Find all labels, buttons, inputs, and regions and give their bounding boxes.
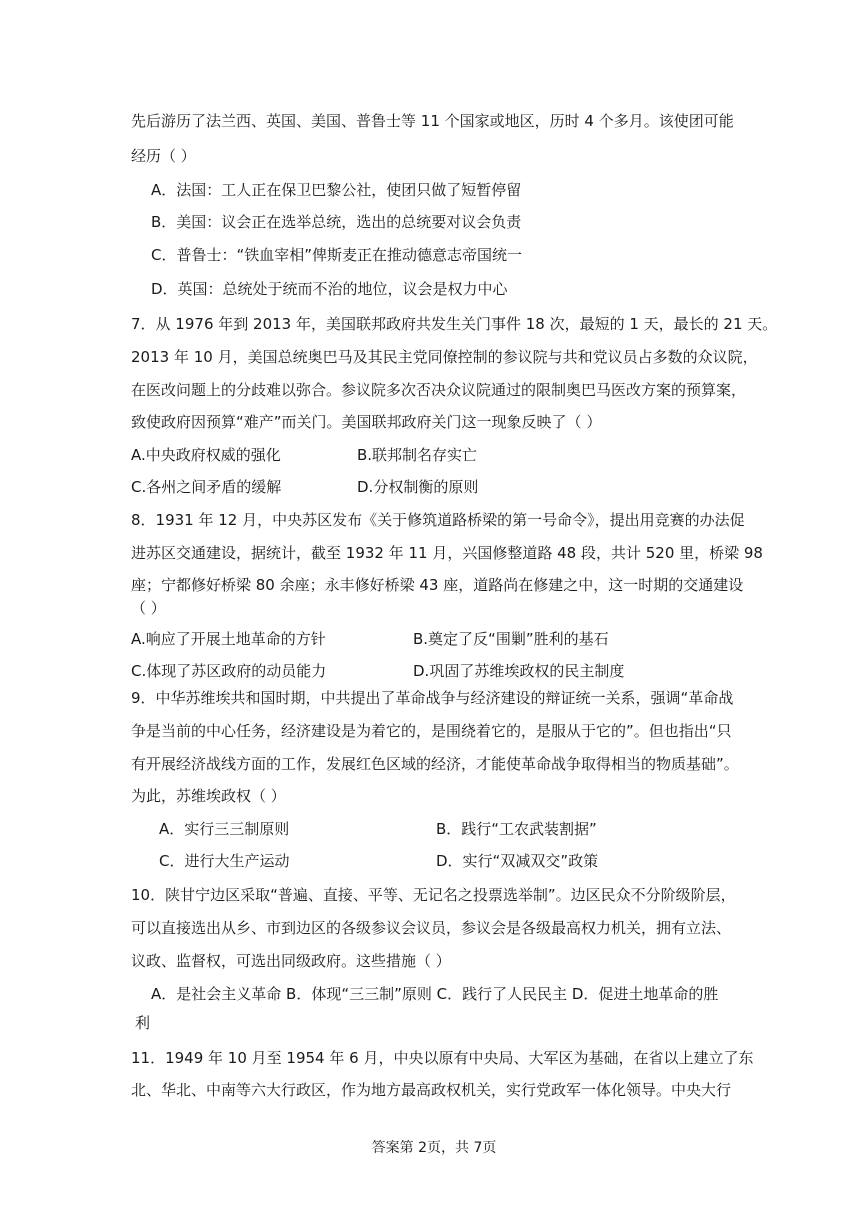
- q8-stem-line-4: （ ）: [131, 599, 166, 617]
- q9-stem-line-2: 争是当前的中心任务，经济建设是为着它的，是围绕着它的，是服从于它的”。但也指出“只: [131, 722, 732, 740]
- q9-option-a: A．实行三三制原则: [159, 820, 290, 838]
- q8-stem-line-2: 进苏区交通建设，据统计，截至 1932 年 11 月，兴国修整道路 48 段，共计 520 里，桥梁 98: [131, 544, 763, 562]
- q8-option-b: B.奠定了反“围剿”胜利的基石: [413, 630, 609, 648]
- q7-stem-line-2: 2013 年 10 月，美国总统奥巴马及其民主党同僚控制的参议院与共和党议员占多数的众议院，: [131, 348, 758, 366]
- q6-option-c: C．普鲁士：“铁血宰相”俾斯麦正在推动德意志帝国统一: [151, 246, 523, 264]
- q10-stem-line-2: 可以直接选出从乡、市到边区的各级参议会议员，参议会是各级最高权力机关，拥有立法、: [131, 919, 732, 937]
- q6-option-d: D．英国：总统处于统而不治的地位，议会是权力中心: [151, 280, 508, 298]
- q7-option-b: B.联邦制名存实亡: [357, 446, 478, 464]
- q7-option-c: C.各州之间矛盾的缓解: [131, 478, 282, 496]
- q6-option-a: A．法国：工人正在保卫巴黎公社，使团只做了短暂停留: [151, 181, 522, 199]
- q9-stem-line-1: 9．中华苏维埃共和国时期，中共提出了革命战争与经济建设的辩证统一关系，强调“革命战: [131, 689, 734, 707]
- q9-option-c: C．进行大生产运动: [159, 852, 290, 870]
- q9-option-d: D．实行“双减双交”政策: [436, 852, 599, 870]
- q8-stem-line-1: 8．1931 年 12 月，中央苏区发布《关于修筑道路桥梁的第一号命令》，提出用竞赛的办法促: [131, 511, 745, 529]
- q6-stem-line-2: 经历（ ）: [131, 147, 196, 165]
- q9-option-b: B．践行“工农武装割据”: [436, 820, 597, 838]
- q6-stem-line-1: 先后游历了法兰西、英国、美国、普鲁士等 11 个国家或地区，历时 4 个多月。该使团可能: [131, 112, 734, 130]
- q7-option-a: A.中央政府权威的强化: [131, 446, 281, 464]
- q7-stem-line-1: 7．从 1976 年到 2013 年，美国联邦政府共发生关门事件 18 次，最短的 1 天，最长的 21 天。: [131, 315, 778, 333]
- q9-stem-line-4: 为此，苏维埃政权（ ）: [131, 787, 286, 805]
- q8-option-a: A.响应了开展土地革命的方针: [131, 630, 326, 648]
- q7-option-d: D.分权制衡的原则: [357, 478, 479, 496]
- q10-options: A．是社会主义革命 B．体现“三三制”原则 C．践行了人民民主 D．促进土地革命的胜: [151, 985, 719, 1003]
- page-footer: 答案第 2页，共 7页: [371, 1140, 497, 1156]
- q8-stem-line-3: 座；宁都修好桥梁 80 余座；永丰修好桥梁 43 座，道路尚在修建之中，这一时期的交通建设: [131, 576, 744, 594]
- q11-stem-line-2: 北、华北、中南等六大行政区，作为地方最高政权机关，实行党政军一体化领导。中央大行: [131, 1081, 732, 1099]
- q10-stem-line-1: 10．陕甘宁边区采取“普遍、直接、平等、无记名之投票选举制”。边区民众不分阶级阶层，: [131, 886, 736, 904]
- q6-option-b: B．美国：议会正在选举总统，选出的总统要对议会负责: [151, 213, 522, 231]
- q10-stem-line-3: 议政、监督权，可选出同级政府。这些措施（ ）: [131, 952, 451, 970]
- q8-option-d: D.巩固了苏维埃政权的民主制度: [413, 662, 625, 680]
- q11-stem-line-1: 11．1949 年 10 月至 1954 年 6 月，中央以原有中央局、大军区为基础，在省以上建立了东: [131, 1049, 754, 1067]
- q7-stem-line-4: 致使政府因预算“难产”而关门。美国联邦政府关门这一现象反映了（ ）: [131, 413, 602, 431]
- q7-stem-line-3: 在医改问题上的分歧难以弥合。参议院多次否决众议院通过的限制奥巴马医改方案的预算案，: [131, 381, 747, 399]
- q9-stem-line-3: 有开展经济战线方面的工作，发展红色区域的经济，才能使革命战争取得相当的物质基础”。: [131, 755, 739, 773]
- q8-option-c: C.体现了苏区政府的动员能力: [131, 662, 327, 680]
- q10-options-wrap: 利: [135, 1014, 151, 1032]
